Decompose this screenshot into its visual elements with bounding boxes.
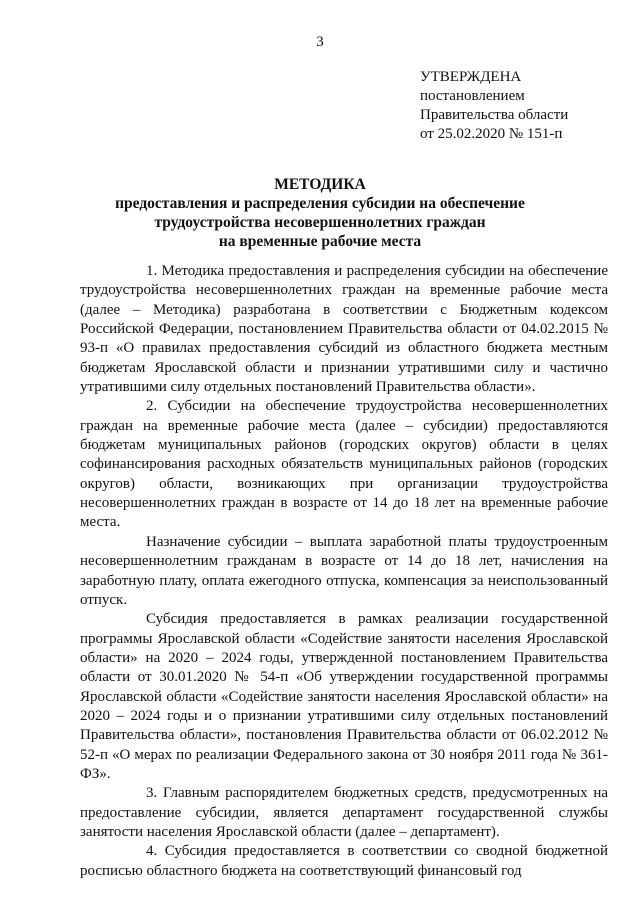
- paragraph: 2. Субсидии на обеспечение трудоустройства несовершеннолетних граждан на временные рабочие места (далее – субсидии) предоставляются бюджетам муниципальных районов (городских округов) области в целях софинансирования расходных обязательств муниципальных районов (городских округов) области, возникающих при организации трудоустройства несовершеннолетних граждан в возрасте от 14 до 18 лет на временные рабочие места.: [80, 398, 608, 531]
- title-line: предоставления и распределения субсидии на обеспечение: [115, 195, 525, 212]
- approval-line: от 25.02.2020 № 151-п: [420, 126, 563, 142]
- paragraph: 1. Методика предоставления и распределения субсидии на обеспечение трудоустройства несовершеннолетних граждан на временные рабочие места (далее – Методика) разработана в соответствии с Бюджетным кодексом Российской Федерации, постановлением Правительства области от 04.02.2015 № 93-п «О правилах предоставления субсидий из областного бюджета местным бюджетам Ярославской области и признании утратившими силу и частично утратившими силу отдельных постановлений Правительства области».: [80, 263, 608, 396]
- paragraph: Назначение субсидии – выплата заработной платы трудоустроенным несовершеннолетним гражданам в возрасте от 14 до 18 лет, начисления на заработную плату, оплата ежегодного отпуска, компенсация за неиспользованный отпуск.: [80, 533, 608, 608]
- paragraph: 4. Субсидия предоставляется в соответствии со сводной бюджетной росписью областного бюджета на соответствующий финансовый год: [80, 843, 608, 879]
- document-title: [80, 175, 560, 251]
- approval-line: постановлением: [420, 88, 525, 104]
- title-line: на временные рабочие места: [218, 233, 422, 250]
- paragraph: Субсидия предоставляется в рамках реализации государственной программы Ярославской области «Содействие занятости населения Ярославской области» на 2020 – 2024 годы, утвержденной постановлением Правительства области от 30.01.2020 № 54-п «Об утверждении государственной программы Ярославской области «Содействие занятости населения Ярославской области» на 2020 – 2024 годы и о признании утратившими силу отдельных постановлений Правительства области», постановления Правительства области от 06.02.2012 № 52-п «О мерах по реализации Федерального закона от 30 ноября 2011 года № 361-ФЗ».: [80, 611, 608, 782]
- approval-stamp: [420, 68, 568, 144]
- page-number: 3: [316, 34, 324, 50]
- title-line: трудоустройства несовершеннолетних граждан: [154, 214, 486, 231]
- approval-line: УТВЕРЖДЕНА: [420, 69, 522, 85]
- title-line: МЕТОДИКА: [274, 176, 366, 193]
- paragraph: 3. Главным распорядителем бюджетных средств, предусмотренных на предоставление субсидии, является департамент государственной службы занятости населения Ярославской области (далее – департамент).: [80, 785, 608, 840]
- document-body: [80, 262, 608, 881]
- approval-line: Правительства области: [420, 107, 569, 123]
